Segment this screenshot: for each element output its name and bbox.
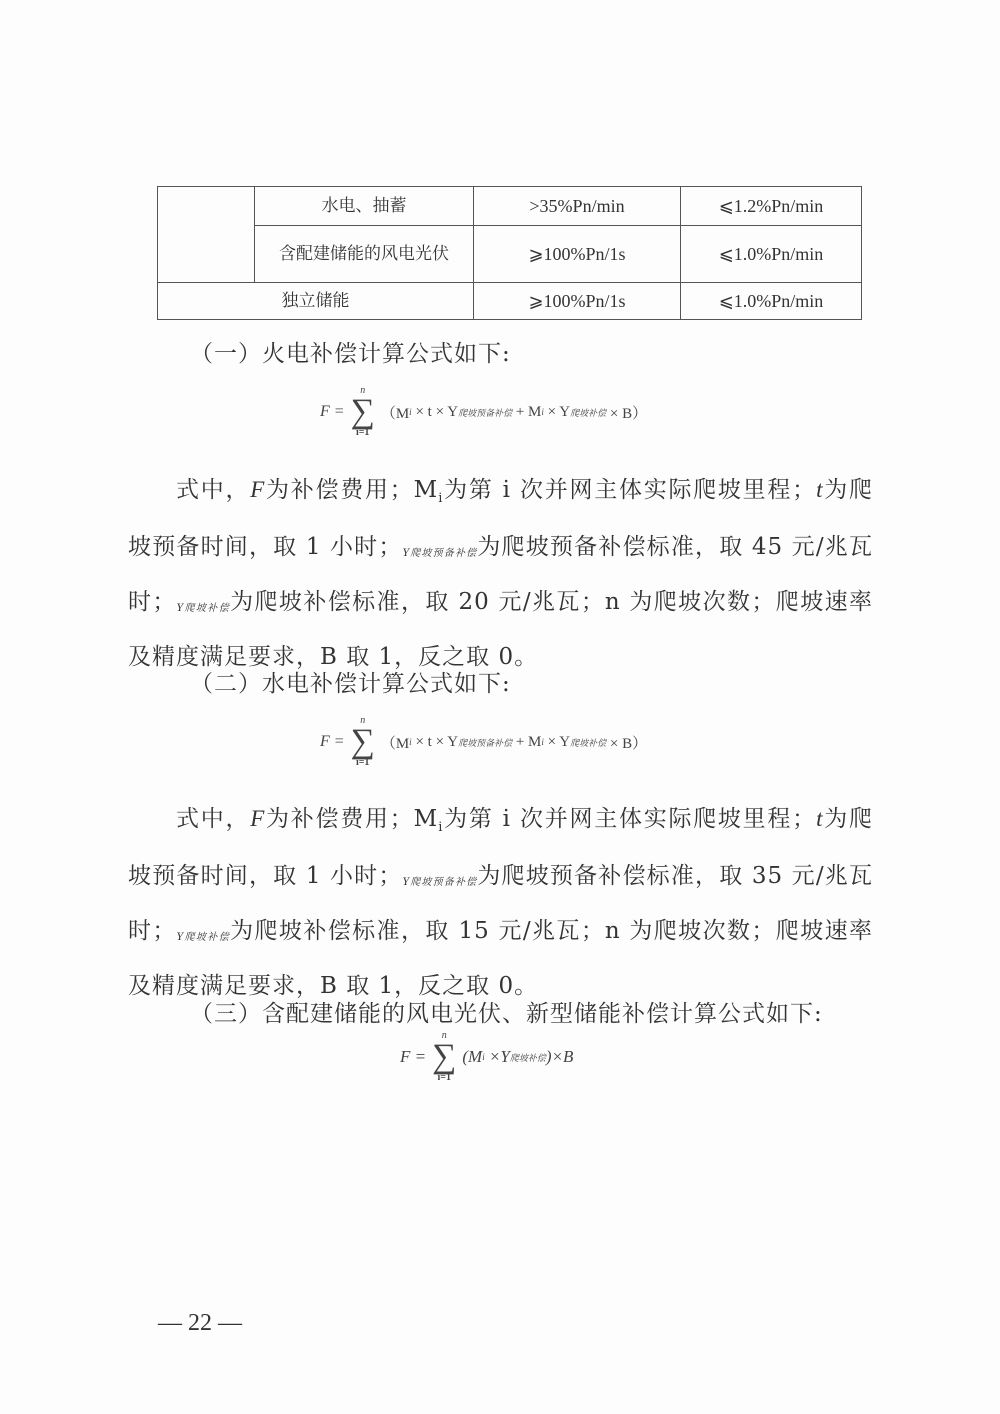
table-row	[158, 283, 862, 320]
explanation-hydro: 式中，F为补偿费用；$M_i$为第 i 次并网主体实际爬坡里程；t为爬坡预备时间，取 1 小时；Y爬坡预备补偿为爬坡预备补偿标准，取 35 元/兆瓦时；Y爬坡补偿为爬坡补偿标准，取 15 元/兆瓦；n 为爬坡次数；爬坡速率及精度满足要求，B 取 1，反之取 0。	[128, 806, 874, 999]
table-cell-type: 独立储能	[158, 283, 474, 320]
section-heading-thermal: （一）火电补偿计算公式如下:	[190, 341, 511, 367]
page-number: — 22 —	[158, 1310, 242, 1336]
formula-thermal: F = n ∑ i=1 （M i × t × Y 爬坡预备补偿 + M i × Y 爬坡补偿 × B）	[320, 385, 648, 438]
section-heading-storage: （三）含配建储能的风电光伏、新型储能补偿计算公式如下:	[190, 1001, 823, 1027]
table-cell-rate: ⩾100%Pn/1s	[474, 226, 681, 283]
explanation-thermal: 式中，F为补偿费用；$M_i$为第 i 次并网主体实际爬坡里程；t为爬坡预备时间，取 1 小时；Y爬坡预备补偿为爬坡预备补偿标准，取 45 元/兆瓦时；Y爬坡补偿为爬坡补偿标准，取 20 元/兆瓦；n 为爬坡次数；爬坡速率及精度满足要求，B 取 1，反之取 0。	[128, 477, 874, 670]
formula-hydro: F = n ∑ i=1 （M i × t × Y 爬坡预备补偿 + M i × Y 爬坡补偿 × B）	[320, 715, 648, 768]
table-cell-rate: >35%Pn/min	[474, 187, 681, 226]
ramping-requirements-table	[157, 186, 862, 320]
section-heading-hydro: （二）水电补偿计算公式如下:	[190, 671, 511, 697]
formula-storage: F = n ∑ i=1 (M i ×Y 爬坡补偿 )×B	[400, 1030, 574, 1083]
table-cell-precision: ⩽1.0%Pn/min	[681, 283, 862, 320]
summation-symbol: n ∑ i=1	[350, 385, 375, 438]
summation-symbol: n ∑ i=1	[350, 715, 375, 768]
formula-lhs: F =	[320, 403, 345, 420]
table-cell-category	[158, 187, 255, 283]
table-row	[158, 187, 862, 226]
summation-symbol: n ∑ i=1	[432, 1030, 457, 1083]
table-cell-type: 水电、抽蓄	[255, 187, 474, 226]
table-cell-type: 含配建储能的风电光伏	[255, 226, 474, 283]
table-row	[158, 226, 862, 283]
table-cell-precision: ⩽1.0%Pn/min	[681, 226, 862, 283]
table-cell-precision: ⩽1.2%Pn/min	[681, 187, 862, 226]
table-cell-rate: ⩾100%Pn/1s	[474, 283, 681, 320]
